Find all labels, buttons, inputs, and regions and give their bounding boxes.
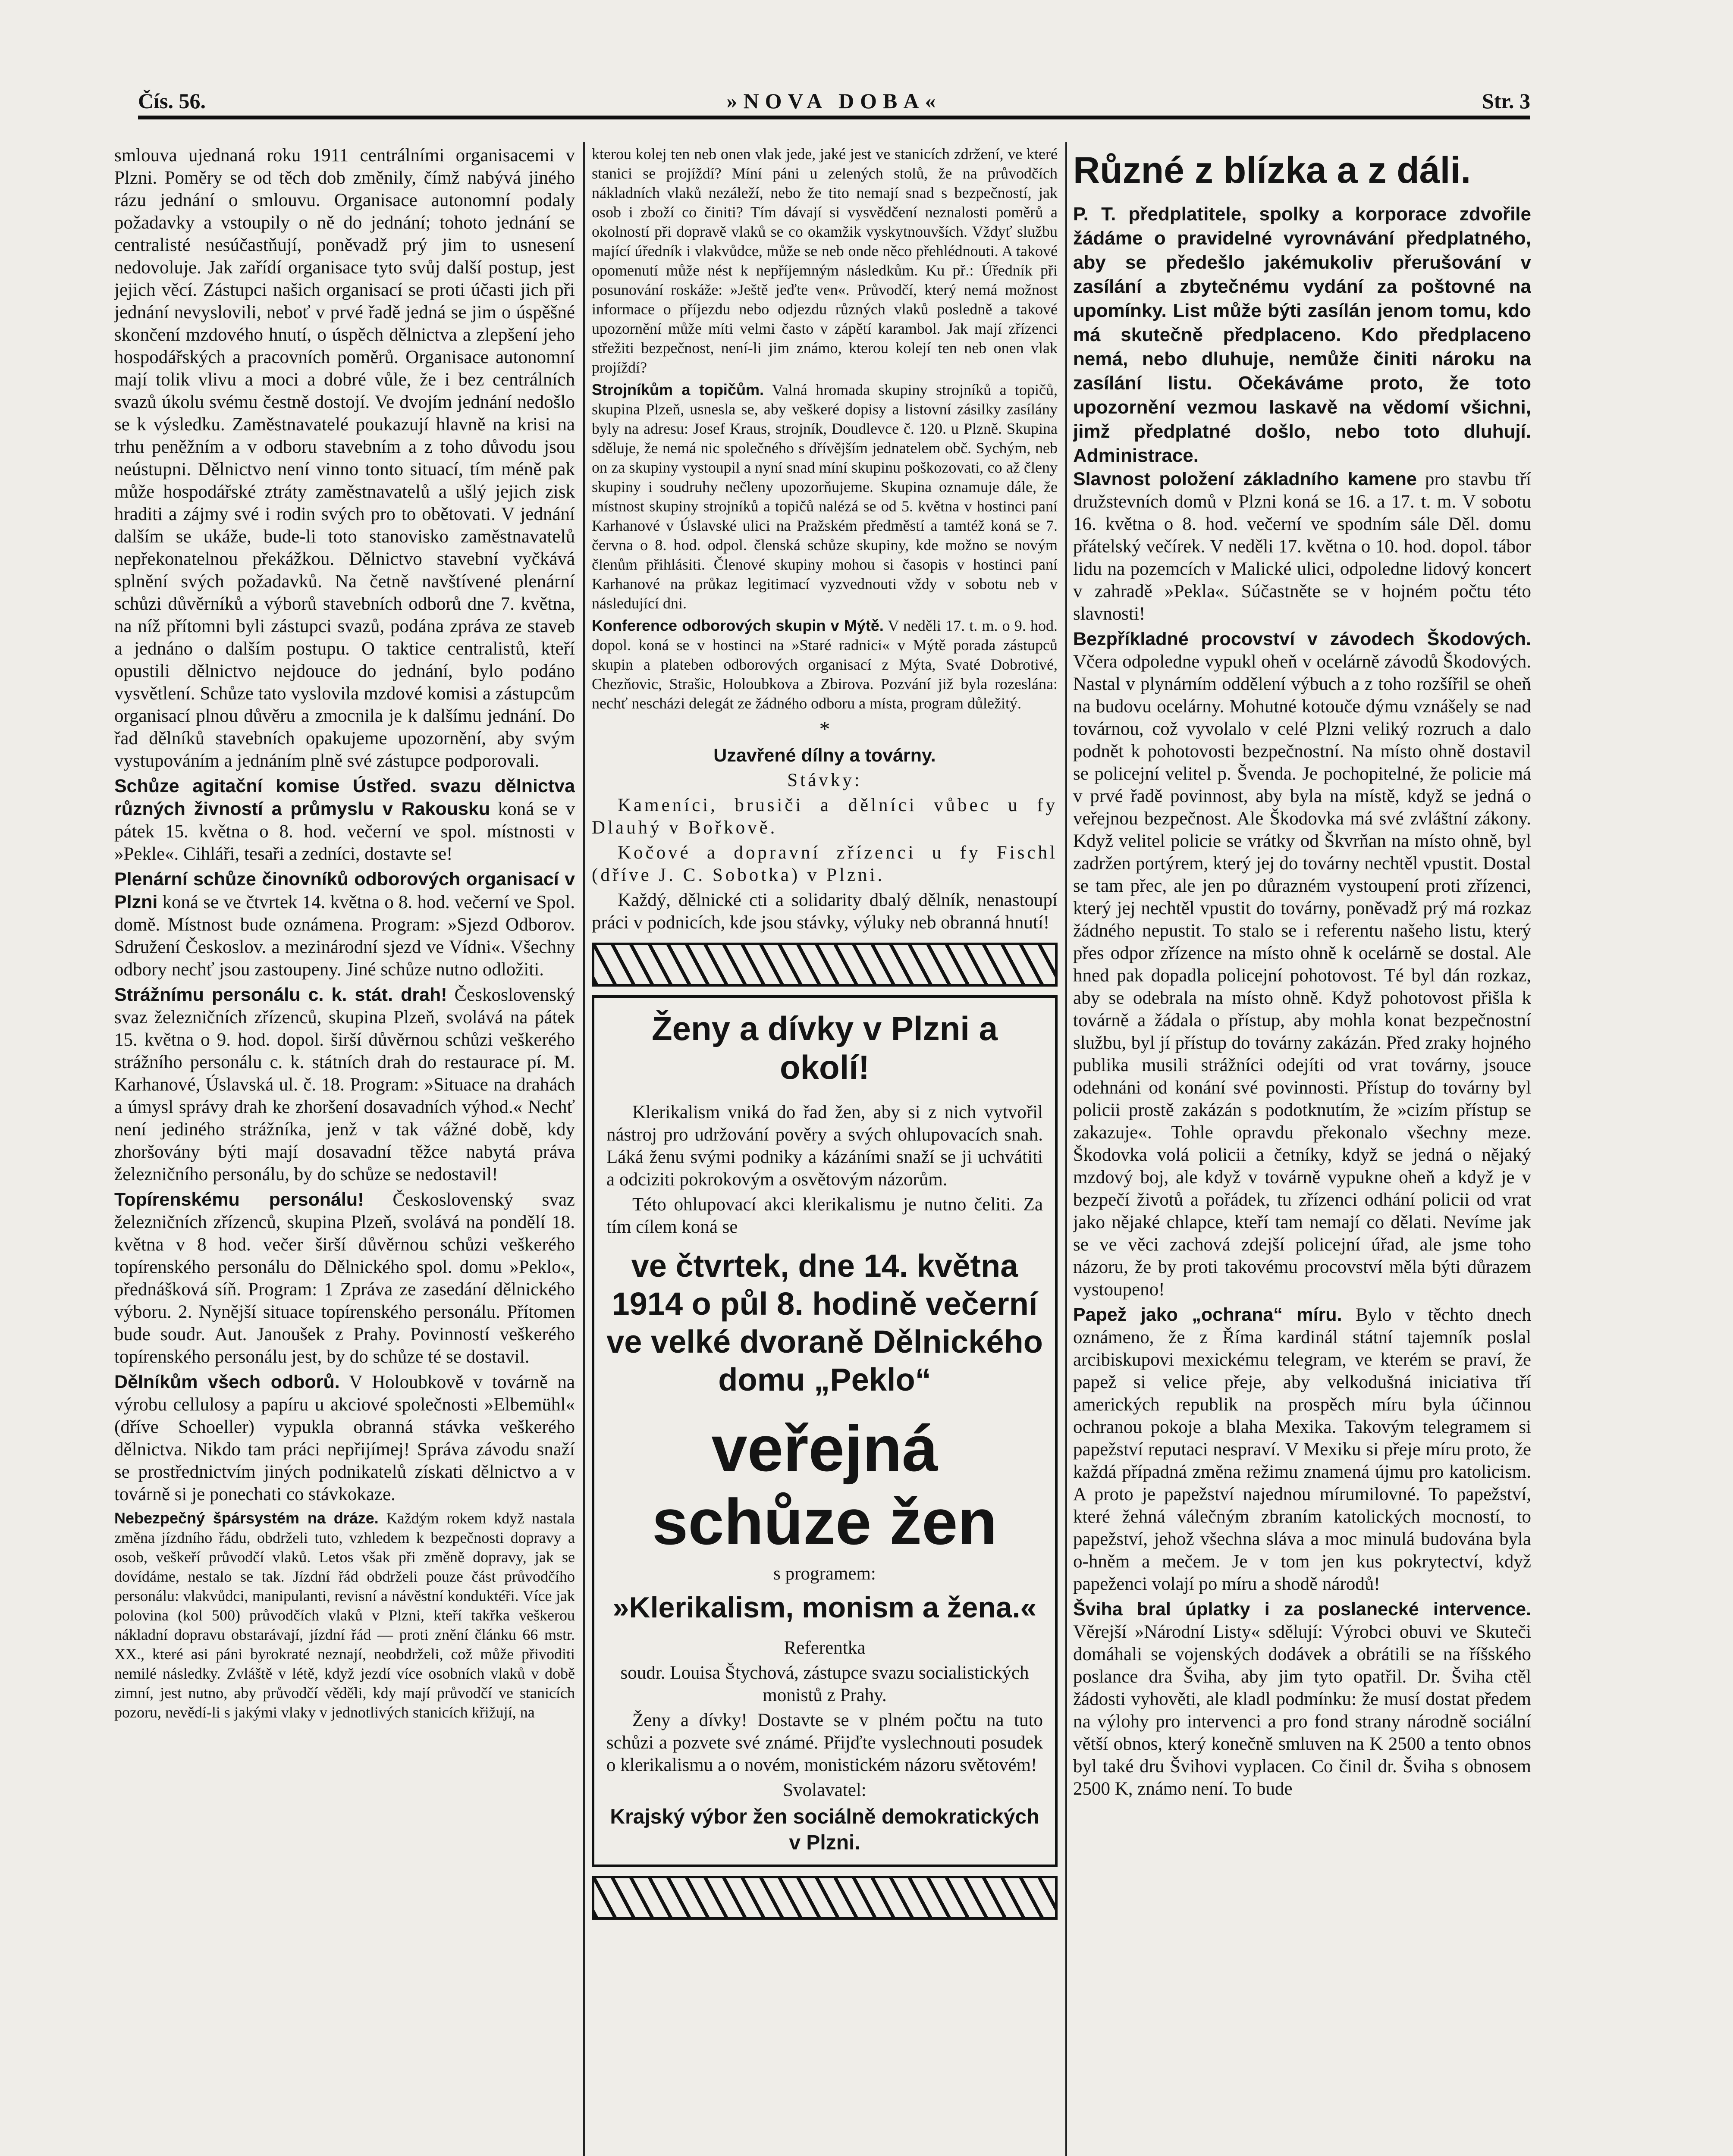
section-heading: Uzavřené dílny a továrny. [713,745,936,766]
section-title: Různé z blízka a z dáli. [1073,150,1471,191]
article-heading: Topírenskému personálu! [114,1189,364,1210]
article-text: Valná hromada skupiny strojníků a topičů, skupina Plzeň, usnesla se, aby veškeré dopisy a listovní zásilky zasílány byly na adresu: Josef Kraus, strojník, Doudlevce č. 120. u Plzně. Skupina sděluje, že nemá nic společného s dřívějším jednatelem obč. Sychým, neb on za skupiny vystoupil a nyní snad míní skupinu poškozovati, co až členy skupiny i soudruhy nečleny upozorňujeme. Skupina oznamuje dále, že místnost skupiny strojníků a topičů nalézá se od 5. května v hostinci paní Karhanové v Úslavské ulici na Pražském předměstí a tamtéž koná se 7. června o 8. hod. odpol. členská schůze skupiny, kde možno se novým členům přihlásiti. Členové skupiny mohou si časopis v hostinci paní Karhanové na průkaz legitimací vyzvednouti vždy v sobotu neb v následující dni. [592,381,1058,612]
article-text: Každý, dělnické cti a solidarity dbalý dělník, nenastoupí práci v podnicích, kde jsou stávky, výluky neb obranná hnutí! [592,890,1058,933]
hatched-divider [592,1876,1058,1920]
article-heading: Dělníkům všech odborů. [114,1372,340,1392]
column-3 [1073,144,1531,2156]
column-rule-1 [583,142,585,2156]
strike-item: Kočové a dopravní zřízenci u fy Fischl (dříve J. C. Sobotka) v Plzni. [592,843,1058,885]
article-text: Československý svaz železničních zřízenců, skupina Plzeň, svolává na pátek 15. května o 9. hod. dopol. širší důvěrnou schůzi veškerého strážního personálu c. k. státních drah do restaurace pí. M. Karhanové, Úslavská ul. č. 18. Program: »Situace na drahách a úmysl správy drah ke zhoršení dosavadních výhod.« Nechť není jediného strážníka, jenž v tak vážné době, kdy zhoršovány býti mají dosavadní těžce nabytá práva železničního personálu, by do schůze se nedostavil! [114,985,575,1185]
issue-number: Čís. 56. [138,89,206,113]
column-2 [592,144,1058,2156]
page-header [138,88,1530,114]
article-text: pro stavbu tří družstevních domů v Plzni koná se 16. a 17. t. m. V sobotu 16. května o 8. hod. večerní ve spodním sále Děl. domu přátelský večírek. V neděli 17. května o 10. hod. dopol. tábor lidu na pozemcích v Malické ulici, odpoledne lidový koncert v zahradě »Pekla«. Súčastněte se v hojném počtu této slavnosti! [1073,469,1531,624]
article-text: Věrejší »Národní Listy« sdělují: Výrobci obuvi ve Skuteči domáhali se vojenských dodávek a obrátili se na říšského poslance dra Šviha, aby jim tyto opatřil. Dr. Šviha ctěl žádosti vyhověti, ale kladl podmínku: že musí dostat předem na výlohy pro intervenci a pro fond strany národně sociální větší obnos, který konečně smluven na K 2500 a tento obnos byl také dru Švihovi vyplacen. Co činil dr. Šviha s obnosem 2500 K, známo není. To bude [1073,1622,1531,1799]
article-heading: Šviha bral úplatky i za poslanecké intervence. [1073,1599,1531,1620]
article-heading: Slavnost položení základního kamene [1073,469,1417,489]
column-rule-2 [1065,142,1067,2156]
article-text: koná se v pátek 15. května o 8. hod. večerní ve spol. místnosti v »Pekle«. Cihláři, tesaři a zedníci, dostavte se! [114,799,575,864]
page-number: Str. 3 [1482,89,1530,113]
ad-convener: Krajský výbor žen sociálně demokratických v Plzni. [610,1805,1039,1854]
masthead-title: »NOVA DOBA« [726,89,942,113]
ad-text: Této ohlupovací akci klerikalismu je nutno čeliti. Za tím cílem koná se [606,1194,1043,1237]
ad-program: »Klerikalism, monism a žena.« [612,1591,1037,1624]
article-text: V neděli 17. t. m. o 9. hod. dopol. koná se v hostinci na »Staré radnici« v Mýtě porada zástupců skupin a plateben odborových organisací z Mýta, Svaté Dobrotivé, Chezňovic, Strašic, Holoubkova a Zbirova. Pozvání již byla rozeslána: nechť nescházi delegát ze žádného odboru a místa, program důležitý. [592,617,1058,712]
ad-headline: Ženy a dívky v Plzni a okolí! [651,1009,998,1086]
article-heading: Konference odborových skupin v Mýtě. [592,617,884,634]
header-rule [138,116,1530,119]
article-heading: Nebezpečný špársystém na dráze. [114,1509,379,1527]
article-heading: Strojníkům a topičům. [592,381,764,398]
subscriber-notice: P. T. předplatitele, spolky a korporace zdvořile žádáme o pravidelné vyrovnávání předplatného, aby se předešlo jakémukoliv přerušování v zasílání a zbytečnému vydání za poštovné na upomínky. List může býti zasílán jenom tomu, kdo má skutečně předplaceno. Kdo předplaceno nemá, nebo dluhuje, nemůže činiti nároku na zasílání listu. Očekáváme proto, že toto upozornění vezmou laskavě na vědomí všichni, jimž předplatné došlo, nebo toto dluhují. Administrace. [1073,204,1531,466]
ad-date: ve čtvrtek, dne 14. května 1914 o půl 8. hodině večerní ve velké dvoraně Dělnického domu „Peklo“ [606,1248,1043,1398]
meeting-advertisement [592,995,1058,1867]
article-heading: Plenární schůze činovníků odborových organisací v Plzni [114,869,575,912]
column-1 [114,144,575,2156]
ad-event-title: veřejná schůze žen [652,1412,998,1558]
ad-text: Ženy a dívky! Dostavte se v plném počtu na tuto schůzi a pozvete své známé. Přijďte vyslechnouti posudek o klerikalismu a o novém, monistickém názoru světovém! [606,1710,1043,1775]
ad-convener-label: Svolavatel: [783,1780,866,1800]
ad-text: Klerikalism vniká do řad žen, aby si z nich vytvořil nástroj pro udržování pověry a svých ohlupovacích snah. Láká ženu svými podniky a kázáními snaží se ji uchvátiti a odciziti pokrokovým a osvětovým názorům. [606,1102,1043,1190]
article-heading: Bezpříkladné procovství v závodech Škodových. [1073,629,1531,649]
article-text: koná se ve čtvrtek 14. května o 8. hod. večerní ve Spol. domě. Místnost bude oznámena. Program: »Sjezd Odborov. Sdružení Českoslov. a mezinárodní sjezd ve Vídni«. Všechny odbory nechť jsou zastoupeny. Jiné schůze nutno odložiti. [114,892,575,980]
hatched-divider [592,943,1058,987]
ad-speaker: soudr. Louisa Štychová, zástupce svazu socialistických monistů z Prahy. [620,1663,1029,1705]
strikes-heading: Stávky: [787,770,862,790]
section-separator: * [819,717,830,741]
article-heading: Strážnímu personálu c. k. stát. drah! [114,984,447,1005]
ad-speaker-label: Referentka [784,1638,866,1658]
article-text: Včera odpoledne vypukl oheň v ocelárně závodů Škodových. Nastal v plynárním oddělení výbuch a z toho rozšířil se oheň na budovu ocelárny. Mohutné kotouče dýmu vznášely se nad továrnou, což vyvolalo v celé Plzni veliký rozruch a dalo podnět k pohotovosti bezpečnostní. Na místo ohně dostavil se policejní velitel p. Švenda. Je pochopitelné, že policie má v prvé řadě povinnost, aby byla na místě, když se jedná o veřejnou bezpečnost. Ale Škodovka má své zvláštní zákony. Když velitel policie se vrátky od Škvrňan na místo ohně, byl zadržen portýrem, který jej do továrny nechtěl vpustit. Dostal se tam přec, ale jen po důrazném vystoupení proti zřízenci, který jej nechtěl vpustit do továrny, poněvadž prý má rozkaz žádného nepustit. To stalo se i referentu našeho listu, který přes odpor zřízence na místo ohně k ocelárně se dostal. Ale hned pak dopadla policejní pohotovost. Té byl dán rozkaz, aby se odebrala na místo ohně. Když pohotovost přišla k továrně a žádala o přístup, aby mohla konat bezpečnostní službu, byl jí přístup do továrny zakázán. Před zraky hojného publika musili strážníci odejíti od vrat továrny, jsouce odehnáni od konání své povinnosti. Přístup do továrny byl policii prostě zakázán s podotknutím, že »cizím přístup se zakazuje«. Tohle opravdu překonalo všechny meze. Škodovka volá policii a četníky, když se jedná o nějaký mzdový boj, ale když v továrně vypukne oheň a když je v bezpečí životů a pořádek, tu zřízenci odhání policii od vrat jako nějaké chlapce, kteří tam nemají co dělati. Nevíme jak se ve věci zachová zdejší policejní úřad, ale jsme toho názoru, že by proti takovému procovství měla býti důrazem vystoupeno! [1073,652,1531,1300]
strike-item: Kameníci, brusiči a dělníci vůbec u fy Dlauhý v Bořkově. [592,795,1058,838]
ad-program-label: s programem: [773,1564,876,1584]
article-text: smlouva ujednaná roku 1911 centrálními organisacemi v Plzni. Poměry se od těch dob změnily, čímž nabývá jiného rázu jednání o smlouvu. Organisace autonomní podaly požadavky a vstoupily o ně do jednání; tohoto jednání se centralisté nesúčastňují, poněvadž prý jim to usnesení nedovoluje. Jak zařídí organisace tyto svůj další postup, jest jejich věcí. Zástupci našich organisací se proti účasti jich při jednání nevyslovili, neboť v prvé řadě jedná se jim o úspěšné skončení mzdového hnutí, o úspěch dělnictva a zlepšení jeho hospodářských a pracovních poměrů. Organisace autonomní mají tolik vlivu a moci a dobré vůle, že i bez centrálních svazů úkolu svému čestně dostojí. Ve dvojím jednání nedošlo se k výsledku. Zaměstnavatelé poukazují hlavně na krisi na trhu peněžním a v odboru stavebním a z toho důvodu jsou neústupni. Dělnictvo není vinno tonto situací, tím méně pak může hospodářské ztráty zaměstnavatelů a ušlý jejich zisk hraditi a zájmy své i rodin svých pro to obětovati. V jednání dalším se ukáže, bude-li toto stanovisko zaměstnavatelů nepřekonatelnou překážkou. Dělnictvo stavební vyčkává splnění svých požadavků. Na četně navštívené plenární schůzi důvěrníků a výborů stavebních odborů dne 7. května, na níž přítomni byli zástupci svazů, podána zpráva ze staveb a jednáno o dalším postupu. O taktice centralistů, kteří opustili dělnictvo nejdouce do jednání, bylo podáno vysvětlení. Schůze tato vyslovila mzdové komisi a zástupcům organisací plnou důvěru a zmocnila je k dalšímu jednání. Do řad dělníků stavebních opakujeme upozornění, aby svým vystupováním a jednáním plně své zástupce podporovali. [114,145,575,771]
article-text: Každým rokem když nastala změna jízdního řádu, obdrželi tuto, vzhledem k bezpečnosti dopravy a osob, veškeří průvodčí vlaků. Letos však při změně dopravy, jak se dovídáme, nestalo se tak. Jízdní řád obdrželi pouze část průvodčího personálu: vlakvůdci, manipulanti, revisní a návěstní konduktéři. Více jak polovina (kol 500) průvodčích vlaků v Plzni, kteří takřka veškerou nákladní dopravu obstarávají, jízdní řád — proti znění článku 66 mstr. XX., které asi páni byrokraté neznají, neobdrželi, což může přivoditi nemilé následky. Zvláště v létě, když jezdí více osobních vlaků v době zimní, jest nutno, aby průvodčí věděli, kdy mají průvodčí ve stanicích pozoru, nevědí-li s jakými vlaky v jednotlivých stanicích křižují, na [114,1510,575,1721]
article-heading: Schůze agitační komise Ústřed. svazu dělnictva různých živností a průmyslu v Rakousku [114,776,575,819]
article-text: V Holoubkově v továrně na výrobu cellulosy a papíru u akciové společnosti »Elbemühl« (dříve Schoeller) vypukla obranná stávka veškerého dělnictva. Nikdo tam práci nepřijímej! Správa závodu snaží se prostřednictvím jiných podnikatelů získati dělnictvo a v továrně si je ponechati co stávkokaze. [114,1372,575,1504]
article-text: Bylo v těchto dnech oznámeno, že z Říma kardinál státní tajemník poslal arcibiskupovi mexickému telegram, ve kterém se praví, že papež si velice přeje, aby velkodušná iniciativa tří amerických republik na prospěch míru byla účinnou ochranou pokoje a blaha Mexika. Takovým telegramem si papežství reputaci nespraví. V Mexiku si přeje míru proto, že každá případná změna režimu znamená újmu pro katolicism. A proto je papežství najednou mírumilovné. To papežství, které žehná válečným zbraním katolických mocností, to papežství, jehož všechna sláva a moc minulá budována byla o-hněm a mečem. Je v tom jen kus pokrytectví, když papeženci volají po míru a shodě národů! [1073,1305,1531,1594]
article-text: kterou kolej ten neb onen vlak jede, jaké jest ve stanicích zdržení, ve které stanici se projíždí? Míní páni u zelených stolů, že na průvodčích nákladních vlaků nezáleží, nebo že tito nemají snad s bezpečností, jak osob i zboží co činiti? Tím dávají si vysvědčení neznalosti poměrů a okolností při dopravě vlaků se co okamžik vyskytnouvších. Vždyť službu mající úředník i vlakvůdce, může se neb onde něco přehlédnouti. A takové opomenutí může nést k nepříjemným následkům. Ku př.: Úředník při posunování roskáže: »Ještě jeďte ven«. Průvodčí, který nemá možnost informace o příjezdu nebo odjezdu různých vlaků posledně a takové upozornění může míti velmi často v zápětí karambol. Jak mají zřízenci střežiti bezpečnost, není-li jim známo, kterou kolejí ten neb onen vlak projíždí? [592,145,1058,376]
article-heading: Papež jako „ochrana“ míru. [1073,1304,1342,1325]
article-text: Československý svaz železničních zřízenců, skupina Plzeň, svolává na pondělí 18. května v 8 hod. večer širší důvěrnou schůzi veškerého topírenského personálu do Dělnického spol. domu »Peklo«, přednášková síň. Program: 1 Zpráva ze zasedání dělnického výboru. 2. Nynější situace topírenského personálu. Přítomen bude soudr. Aut. Janoušek z Prahy. Povinností veškerého topírenského personálu jest, by do schůze té se dostavil. [114,1190,575,1367]
